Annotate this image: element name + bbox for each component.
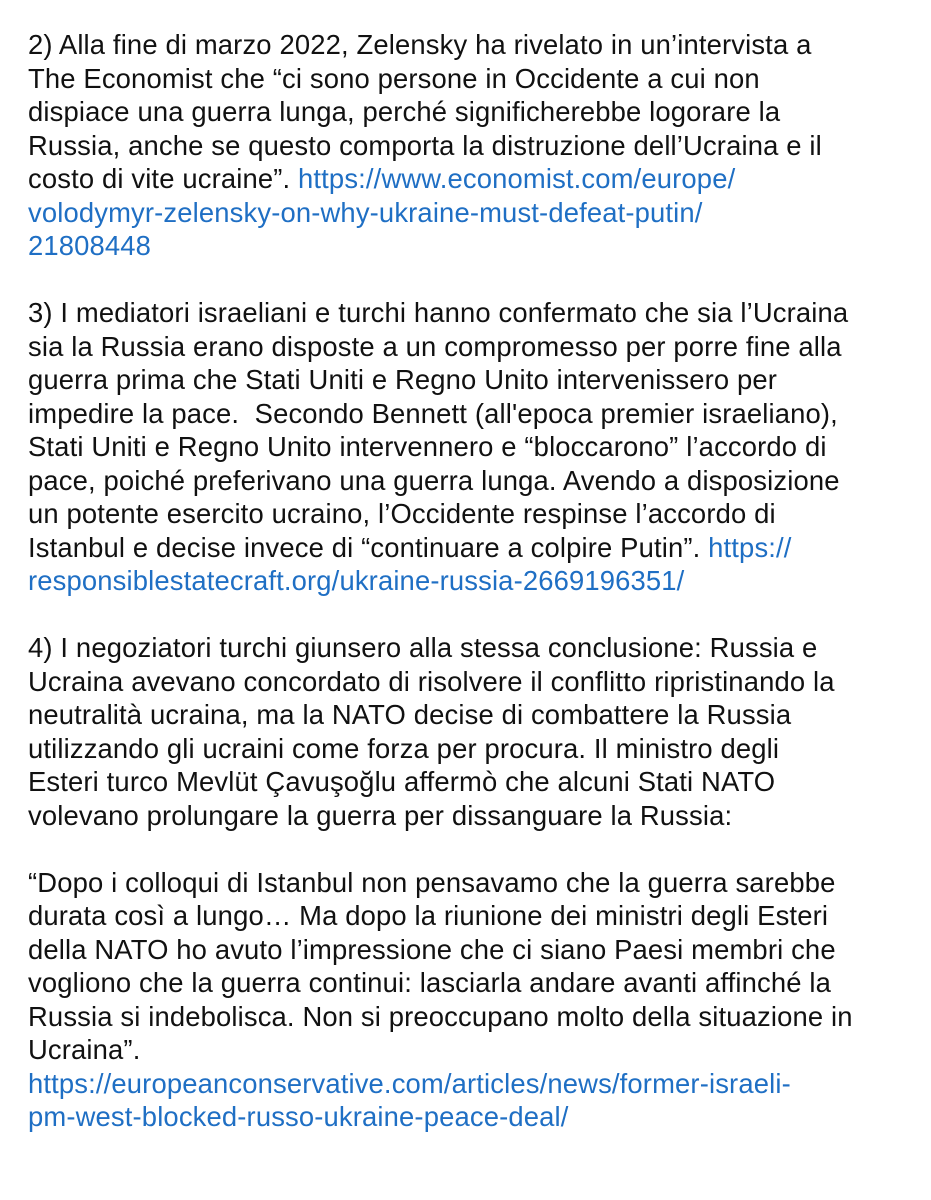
text-segment: vogliono che la guerra continui: lasciarla andare avanti affinché la	[28, 967, 832, 998]
text-line	[28, 933, 923, 967]
text-line	[28, 1100, 923, 1134]
paragraph-2	[28, 296, 923, 598]
text-line	[28, 430, 923, 464]
text-segment: guerra prima che Stati Uniti e Regno Unito intervenissero per	[28, 364, 778, 395]
document-body	[28, 28, 923, 1167]
text-segment: della NATO ho avuto l’impressione che ci siano Paesi membri che	[28, 933, 836, 965]
text-segment: sia la Russia erano disposte a un compromesso per porre fine alla	[28, 330, 842, 362]
text-line	[28, 732, 923, 766]
text-segment: Russia si indebolisca. Non si preoccupano molto della situazione in	[28, 1000, 853, 1032]
paragraph-1	[28, 28, 923, 263]
text-segment: 2) Alla fine di marzo 2022, Zelensky ha rivelato in un’intervista a	[28, 29, 812, 60]
text-line	[28, 363, 923, 397]
text-segment: “Dopo i colloqui di Istanbul non pensavamo che la guerra sarebbe	[28, 866, 836, 898]
text-line	[28, 698, 923, 732]
text-segment: Stati Uniti e Regno Unito intervennero e “bloccarono” l’accordo di	[28, 431, 827, 462]
text-line	[28, 631, 923, 665]
text-segment: Esteri turco Mevlüt Çavuşoğlu affermò che alcuni Stati NATO	[28, 766, 776, 797]
text-segment: durata così a lungo… Ma dopo la riunione dei ministri degli Esteri	[28, 900, 829, 931]
text-segment: pace, poiché preferivano una guerra lunga. Avendo a disposizione	[28, 464, 840, 496]
text-line	[28, 899, 923, 933]
hyperlink[interactable]: pm-west-blocked-russo-ukraine-peace-deal/	[28, 1101, 569, 1132]
hyperlink[interactable]: 21808448	[28, 230, 152, 261]
text-segment: Ucraina avevano concordato di risolvere il conflitto ripristinando la	[28, 665, 835, 697]
text-line	[28, 229, 923, 263]
text-line	[28, 330, 923, 364]
hyperlink[interactable]: https://www.economist.com/europe/	[298, 163, 736, 194]
text-line	[28, 665, 923, 699]
hyperlink[interactable]: volodymyr-zelensky-on-why-ukraine-must-defeat-putin/	[28, 196, 703, 228]
text-line	[28, 162, 923, 196]
text-segment: Russia, anche se questo comporta la distruzione dell’Ucraina e il	[28, 129, 822, 161]
text-line	[28, 95, 923, 129]
text-line	[28, 129, 923, 163]
text-line	[28, 966, 923, 1000]
text-line	[28, 296, 923, 330]
text-line	[28, 28, 923, 62]
text-line	[28, 866, 923, 900]
text-segment: 3) I mediatori israeliani e turchi hanno confermato che sia l’Ucraina	[28, 297, 849, 328]
paragraph-4	[28, 866, 923, 1134]
text-line	[28, 531, 923, 565]
text-line	[28, 1067, 923, 1101]
text-segment: dispiace una guerra lunga, perché significherebbe logorare la	[28, 96, 781, 127]
hyperlink[interactable]: responsiblestatecraft.org/ukraine-russia-2669196351/	[28, 565, 685, 596]
text-segment: 4) I negoziatori turchi giunsero alla stessa conclusione: Russia e	[28, 632, 818, 663]
text-line	[28, 497, 923, 531]
text-line	[28, 564, 923, 598]
text-line	[28, 1033, 923, 1067]
paragraph-3	[28, 631, 923, 832]
hyperlink[interactable]: https://europeanconservative.com/articles/news/former-israeli-	[28, 1067, 791, 1099]
text-line	[28, 62, 923, 96]
hyperlink[interactable]: https://	[708, 531, 792, 563]
text-segment: volevano prolungare la guerra per dissanguare la Russia:	[28, 799, 733, 831]
text-line	[28, 765, 923, 799]
text-segment: utilizzando gli ucraini come forza per procura. Il ministro degli	[28, 732, 780, 764]
text-segment: Istanbul e decise invece di “continuare a colpire Putin”.	[28, 531, 709, 563]
text-segment: impedire la pace. Secondo Bennett (all'epoca premier israeliano),	[28, 397, 838, 429]
text-line	[28, 397, 923, 431]
text-segment: costo di vite ucraine”.	[28, 163, 299, 194]
text-segment: Ucraina”.	[28, 1034, 141, 1065]
text-segment: un potente esercito ucraino, l’Occidente respinse l’accordo di	[28, 498, 776, 529]
text-line	[28, 464, 923, 498]
text-segment: neutralità ucraina, ma la NATO decise di combattere la Russia	[28, 699, 792, 730]
text-line	[28, 196, 923, 230]
text-segment: The Economist che “ci sono persone in Occidente a cui non	[28, 62, 760, 94]
text-line	[28, 799, 923, 833]
text-line	[28, 1000, 923, 1034]
